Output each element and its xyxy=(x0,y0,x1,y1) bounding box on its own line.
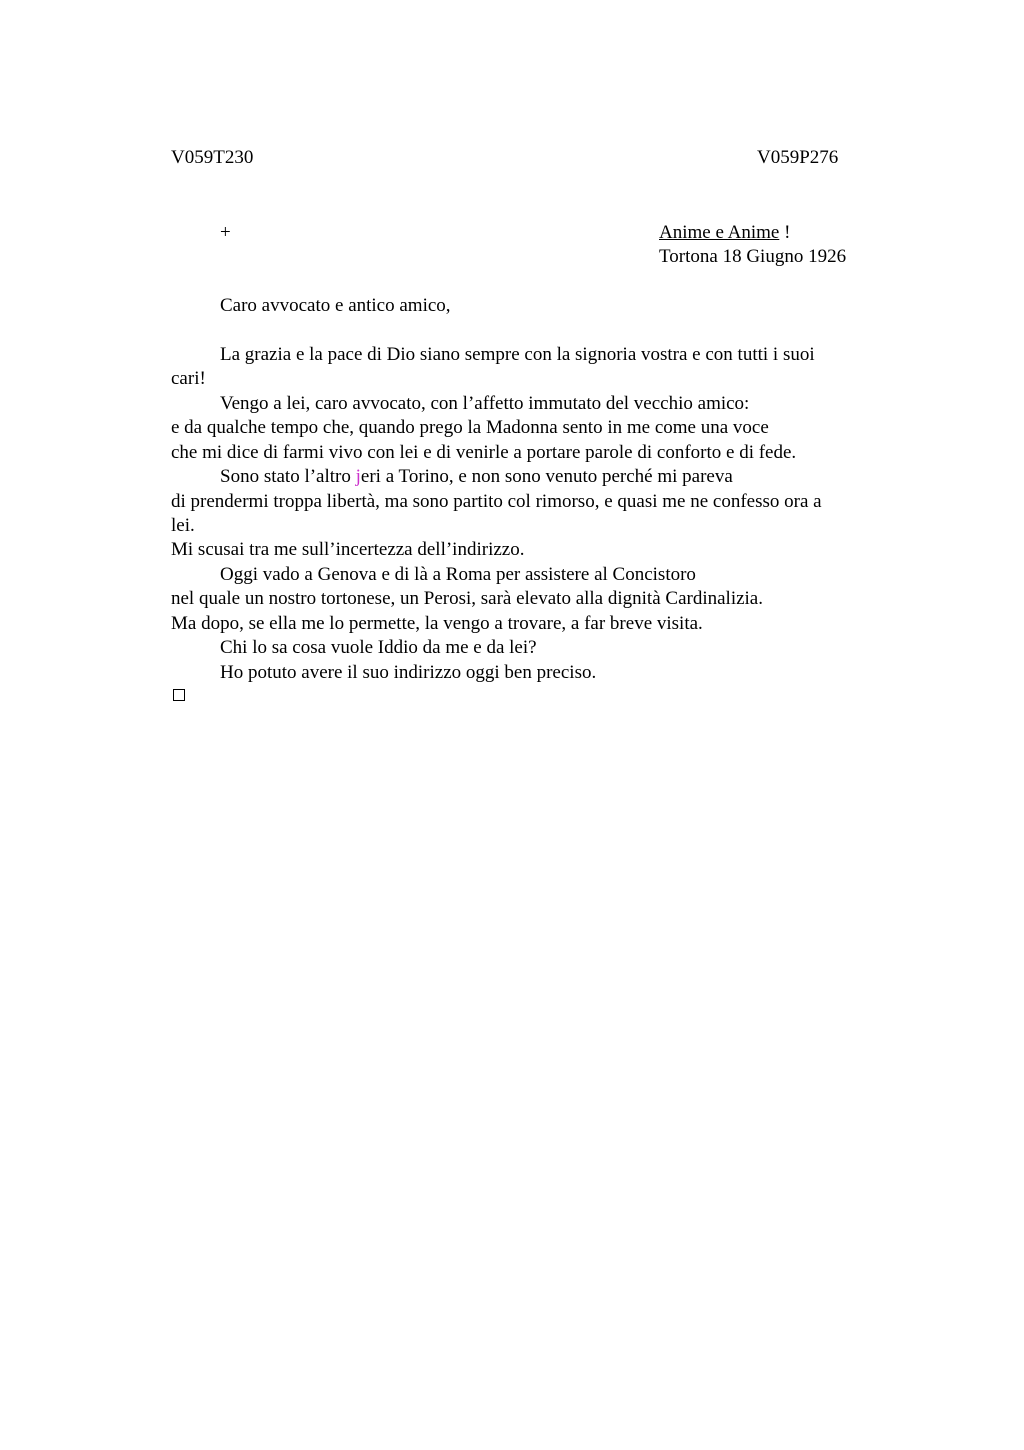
body-line: Vengo a lei, caro avvocato, con l’affetto immutato del vecchio amico: xyxy=(220,393,750,414)
body-text: Sono stato l’altro xyxy=(220,466,356,487)
body-line: Chi lo sa cosa vuole Iddio da me e da lei? xyxy=(220,637,537,658)
cross-mark: + xyxy=(220,222,231,243)
body-line: Ma dopo, se ella me lo permette, la vengo a trovare, a far breve visita. xyxy=(171,613,703,634)
body-line: nel quale un nostro tortonese, un Perosi, sarà elevato alla dignità Cardinalizia. xyxy=(171,588,763,609)
body-text: eri a Torino, e non sono venuto perché mi pareva xyxy=(360,466,733,487)
heading-exclamation: ! xyxy=(779,222,791,243)
body-line: Oggi vado a Genova e di là a Roma per assistere al Concistoro xyxy=(220,564,696,585)
doc-code-left: V059T230 xyxy=(171,147,254,168)
doc-code-right: V059P276 xyxy=(757,147,839,168)
place-date: Tortona 18 Giugno 1926 xyxy=(659,246,847,267)
body-line: cari! xyxy=(171,368,206,389)
letter-heading xyxy=(659,221,790,245)
body-line: di prendermi troppa libertà, ma sono partito col rimorso, e quasi me ne confesso ora a xyxy=(171,491,822,512)
highlighted-letter: j xyxy=(355,466,361,487)
body-line xyxy=(220,465,733,489)
body-line: Mi scusai tra me sull’incertezza dell’indirizzo. xyxy=(171,539,525,560)
salutation: Caro avvocato e antico amico, xyxy=(220,295,451,316)
body-line: La grazia e la pace di Dio siano sempre con la signoria vostra e con tutti i suoi xyxy=(220,344,815,365)
body-line: che mi dice di farmi vivo con lei e di venirle a portare parole di conforto e di fede. xyxy=(171,442,797,463)
body-line: lei. xyxy=(171,515,195,536)
body-line: e da qualche tempo che, quando prego la Madonna sento in me come una voce xyxy=(171,417,769,438)
heading-title: Anime e Anime xyxy=(659,222,780,243)
body-line: Ho potuto avere il suo indirizzo oggi ben preciso. xyxy=(220,662,597,683)
end-box-icon xyxy=(173,689,185,701)
